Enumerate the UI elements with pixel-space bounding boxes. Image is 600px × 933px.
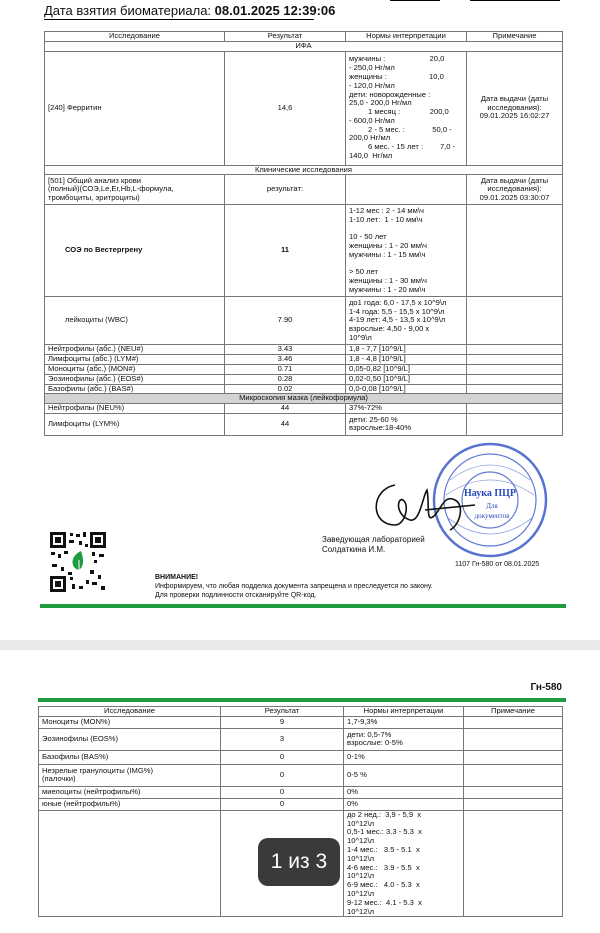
test-norms: 0-1% — [344, 750, 464, 764]
test-result: 0.28 — [225, 374, 346, 384]
table-row — [39, 764, 563, 786]
test-note: Дата выдачи (даты исследования): 09.01.2025 16:02:27 — [467, 51, 563, 165]
col-header-study: Исследование — [45, 32, 225, 42]
table-row — [45, 413, 563, 435]
test-name: Эозинофилы (EOS%) — [39, 728, 221, 750]
test-result: 0.71 — [225, 364, 346, 374]
test-norms: мужчины : 20,0 - 250,0 Нг/мл женщины : 10,0 - 120,0 Нг/мл дети: новорожденные : 25,0 - 200,0 Нг/мл 1 месяц : 200,0 - 600,0 Нг/мл 2 - 5 мес. : 50,0 - 200,0 Нг/мл 6 мес. - 15 лет : 7,0 - 140,0 Нг/мл — [346, 51, 467, 165]
test-norms: 0-5 % — [344, 764, 464, 786]
table-row — [45, 404, 563, 414]
qr-code-icon[interactable] — [48, 530, 108, 594]
test-norms: 1-12 мес : 2 - 14 мм\ч 1-10 лет: 1 - 10 мм\ч 10 - 50 лет женщины : 1 - 20 мм\ч мужчины : 1 - 15 мм\ч > 50 лет женщины : 1 - 30 мм\ч мужчины : 1 - 20 мм\ч — [346, 205, 467, 297]
test-result: 7.90 — [225, 297, 346, 345]
table-row — [45, 51, 563, 165]
table-row — [45, 355, 563, 365]
col-header-norms: Нормы интерпретации — [346, 32, 467, 42]
page-indicator[interactable]: 1 из 3 — [258, 838, 340, 886]
test-norms: до1 года: 6,0 - 17,5 x 10^9\л 1-4 года: 5,5 - 15,5 x 10^9\л 4-19 лет: 4,5 - 13,5 x 10^9\л взрослые: 4,50 - 9,00 x 10^9\л — [346, 297, 467, 345]
test-name: Лимфоциты (абс.) (LYM#) — [45, 355, 225, 365]
test-norms: до 2 нед.: 3,9 - 5,9 x 10^12\л 0,5-1 мес.: 3.3 - 5.3 x 10^12\л 1-4 мес.: 3.5 - 5.1 x 10^12\л 4-6 мес.: 3.9 - 5.5 x 10^12\л 6-9 мес.: 4.0 - 5.3 x 10^12\л 9-12 мес.: 4.1 - 5.3 x 10^12\л — [344, 810, 464, 917]
table-row — [39, 750, 563, 764]
test-norms: 0% — [344, 786, 464, 798]
test-norms: 0,05-0,82 [10^9/L] — [346, 364, 467, 374]
warning-block — [155, 573, 433, 600]
footer-green-bar — [40, 604, 566, 608]
report-page-2 — [0, 650, 600, 933]
table-header-row — [45, 32, 563, 42]
test-name: [240] Ферритин — [45, 51, 225, 165]
test-norms: 1,8 - 4,8 [10^9/L] — [346, 355, 467, 365]
section-microscopy: Микроскопия мазка (лейкоформула) — [45, 394, 563, 404]
warning-text: Информируем, что любая подделка документа запрещена и преследуется по закону. Для проверки подлинности отсканируйте QR-код. — [155, 583, 433, 599]
header-green-bar — [38, 698, 566, 702]
table-row — [45, 364, 563, 374]
table-row — [45, 205, 563, 297]
table-header-row — [39, 707, 563, 717]
test-name: миелоциты (нейтрофилы%) — [39, 786, 221, 798]
test-result: 44 — [225, 404, 346, 414]
col-header-result: Результат — [221, 707, 344, 717]
test-norms: 1,7-9,3% — [344, 716, 464, 728]
warning-title: ВНИМАНИЕ! — [155, 574, 199, 581]
test-name: [501] Общий анализ крови (полный)(СОЭ,Le,Er,Hb,L-формула, тромбоциты, эритроциты) — [45, 175, 225, 205]
test-norms: 37%-72% — [346, 404, 467, 414]
test-result: 0 — [221, 798, 344, 810]
svg-text:Для: Для — [486, 502, 498, 510]
test-result: 9 — [221, 716, 344, 728]
sample-date-header — [44, 3, 335, 18]
section-clinical: Клинические исследования — [45, 165, 563, 175]
table-row — [39, 786, 563, 798]
sample-date-label: Дата взятия биоматериала: — [44, 3, 212, 18]
test-name: Базофилы (абс.) (BAS#) — [45, 384, 225, 394]
test-note: Дата выдачи (даты исследования): 09.01.2025 03:30:07 — [467, 175, 563, 205]
svg-text:документов: документов — [474, 512, 510, 520]
lab-head: Заведующая лабораторией Солдаткина И.М. — [322, 535, 425, 554]
test-result: 0 — [221, 764, 344, 786]
test-result: 44 — [225, 413, 346, 435]
col-header-note: Примечание — [467, 32, 563, 42]
col-header-norms: Нормы интерпретации — [344, 707, 464, 717]
test-name: Лимфоциты (LYM%) — [45, 413, 225, 435]
test-norms — [346, 175, 467, 205]
test-name: Нейтрофилы (абс.) (NEU#) — [45, 345, 225, 355]
svg-text:Наука ПЦР: Наука ПЦР — [463, 488, 517, 499]
page-code: Гн-580 — [530, 682, 562, 693]
test-name: Базофилы (BAS%) — [39, 750, 221, 764]
table-row — [39, 728, 563, 750]
test-result: 0 — [221, 786, 344, 798]
table-row — [45, 374, 563, 384]
test-result: результат: — [225, 175, 346, 205]
table-row — [39, 716, 563, 728]
test-norms: дети: 0,5-7% взрослые: 0-5% — [344, 728, 464, 750]
test-result: 0 — [221, 750, 344, 764]
col-header-study: Исследование — [39, 707, 221, 717]
sample-date-value: 08.01.2025 12:39:06 — [214, 3, 336, 18]
test-name: Моноциты (MON%) — [39, 716, 221, 728]
results-table — [44, 31, 563, 436]
test-norms: дети: 25-60 % взрослые:18-40% — [346, 413, 467, 435]
signature — [365, 475, 485, 535]
test-result: 0.02 — [225, 384, 346, 394]
table-row — [45, 175, 563, 205]
section-ifa: ИФА — [45, 41, 563, 51]
reference-number: 1107 Гн-580 от 08.01.2025 — [455, 561, 540, 568]
test-norms: 0,02-0,50 [10^9/L] — [346, 374, 467, 384]
test-name: Моноциты (абс.) (MON#) — [45, 364, 225, 374]
col-header-note: Примечание — [464, 707, 563, 717]
test-result: 3.43 — [225, 345, 346, 355]
table-row — [39, 798, 563, 810]
table-row — [45, 297, 563, 345]
test-name: СОЭ по Вестергрену — [45, 205, 225, 297]
test-norms: 1,8 - 7,7 [10^9/L] — [346, 345, 467, 355]
test-result: 14,6 — [225, 51, 346, 165]
test-result: 11 — [225, 205, 346, 297]
test-name: Незрелые гранулоциты (IMG%) (палочки) — [39, 764, 221, 786]
test-result: 3 — [221, 728, 344, 750]
test-name: лейкоциты (WBC) — [45, 297, 225, 345]
col-header-result: Результат — [225, 32, 346, 42]
test-name: Нейтрофилы (NEU%) — [45, 404, 225, 414]
test-name: Эозинофилы (абс.) (EOS#) — [45, 374, 225, 384]
test-norms: 0,0-0,08 [10^9/L] — [346, 384, 467, 394]
test-norms: 0% — [344, 798, 464, 810]
test-result: 3.46 — [225, 355, 346, 365]
test-name: юные (нейтрофилы%) — [39, 798, 221, 810]
